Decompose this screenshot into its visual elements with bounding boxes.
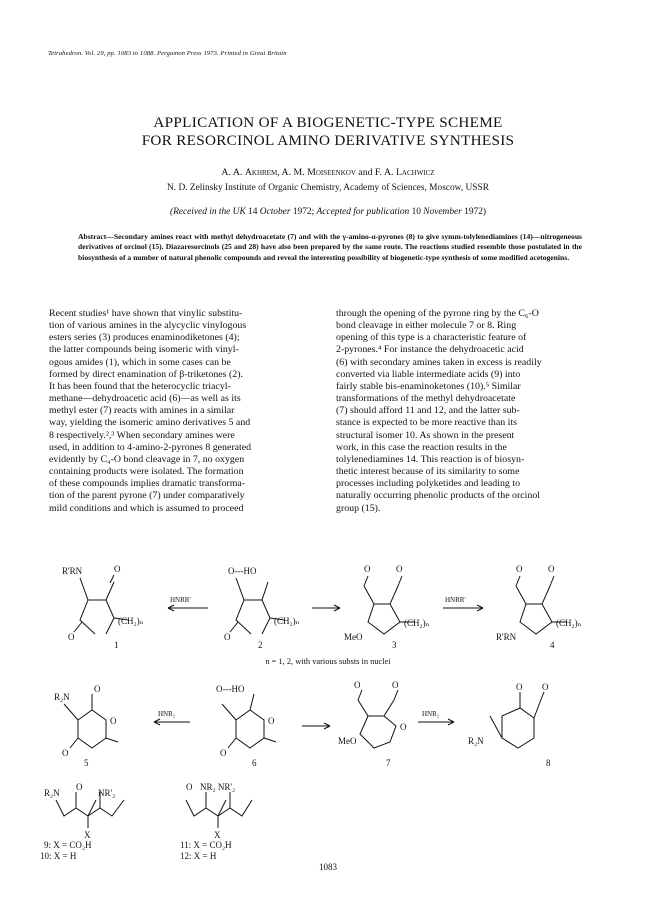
body-line: evidently by C₄-O bond cleavage in 7, no oxygen	[49, 453, 245, 465]
c8-oxygen-2: O	[542, 682, 549, 692]
received-line	[0, 207, 656, 217]
author-1-initials: A. A.	[221, 167, 245, 178]
author-1: Akhrem	[244, 167, 278, 178]
journal-header: Tetrahedron. Vol. 29, pp. 1083 to 1088. Pergamon Press 1973. Printed in Great Britain	[48, 50, 287, 57]
c6-oxygen-3: O	[220, 748, 227, 758]
compound-5-label: 5	[84, 758, 89, 768]
arrow-reagent-3: HNR₂	[158, 710, 176, 718]
c11-oxygen: O	[186, 782, 193, 792]
c5-oxygen-2: O	[110, 716, 117, 726]
author-sep-2: and F. A.	[355, 167, 396, 178]
arrow-reagent-2: HNRR'	[445, 596, 466, 604]
body-line: (6) with secondary amines taken in excess is readily	[336, 356, 542, 368]
c1-oxygen-2: O	[68, 632, 75, 642]
compound-7-label: 7	[386, 758, 391, 768]
arrow-reagent-1: HNRR'	[170, 596, 191, 604]
c7-oxygen-2: O	[392, 680, 399, 690]
scheme-1	[40, 560, 620, 655]
body-left-column	[49, 308, 315, 515]
scheme-2	[40, 676, 620, 771]
body-line: 8 respectively.²,³ When secondary amines were	[49, 429, 235, 441]
body-line: tion of the parent pyrone (7) under comparatively	[49, 490, 245, 502]
c1-substituent: R'RN	[62, 566, 83, 576]
body-line: way, yielding the isomeric amino derivatives 5 and	[49, 417, 251, 429]
body-line: naturally occurring phenolic products of the orcinol	[336, 490, 541, 502]
body-line: structural isomer 10. As shown in the present	[336, 429, 515, 441]
abstract	[78, 232, 582, 263]
compound-8-label: 8	[546, 758, 551, 768]
authors	[0, 167, 656, 178]
body-line: transformations of the methyl dehydroacetate	[336, 393, 516, 405]
arrow-reagent-4: HNR₂	[422, 710, 440, 718]
c4-substituent: R'RN	[496, 632, 517, 642]
body-line: formed by direct enamination of β-triketones (2).	[49, 368, 243, 380]
c7-oxygen-1: O	[354, 680, 361, 690]
body-line: containing products were isolated. The formation	[49, 466, 244, 478]
c11-x: X	[214, 830, 221, 840]
body-line: used, in addition to 4-amino-2-pyrones 8 generated	[49, 441, 252, 453]
body-line: processes including polyketides and leading to	[336, 478, 521, 490]
c11-substituents: NR₂ NR'₂	[200, 782, 236, 792]
abstract-text: —Secondary amines react with methyl dehydroacetate (7) and with the γ-amino-α-pyrones (8) to give symm-tolylenediamines (14)—nitrogeneous derivatives of orcinol (15). Diazaresorcinols (25 and 28) have also been prepared by the same route. The reactions studied resemble those postulated in the biosynthesis of a number of natural phenolic compounds and reveal the interesting possibility of biogenetic-type synthesis of some modified acetogenins.	[78, 232, 582, 262]
body-line: converted via liable intermediate acids (9) into	[336, 368, 521, 380]
page-number: 1083	[319, 862, 337, 872]
c5-oxygen-1: O	[94, 684, 101, 694]
compound-2-label: 2	[258, 640, 263, 650]
scheme-1-caption: n = 1, 2, with various substs in nuclei	[265, 657, 391, 666]
scheme-3	[40, 778, 290, 862]
compound-1-label: 1	[114, 640, 119, 650]
body-line: fairly stable bis-enaminoketones (10).⁵ Similar	[336, 380, 521, 392]
body-line: thetic interest because of its similarity to some	[336, 466, 520, 478]
c4-oxygen-1: O	[516, 564, 523, 574]
c7-methoxy: MeO	[338, 736, 357, 746]
c8-oxygen-1: O	[516, 682, 523, 692]
title-line-1: APPLICATION OF A BIOGENETIC-TYPE SCHEME	[153, 114, 503, 131]
c7-oxygen-3: O	[400, 722, 407, 732]
body-line: group (15).	[336, 502, 381, 514]
compound-10-label: 10: X = H	[40, 851, 77, 861]
body-line: methyl ester (7) reacts with amines in a similar	[49, 405, 235, 417]
body-line: work, in this case the reaction results in the	[336, 441, 507, 453]
c4-oxygen-2: O	[548, 564, 555, 574]
institution: N. D. Zelinsky Institute of Organic Chemistry, Academy of Sciences, Moscow, USSR	[166, 183, 489, 193]
body-line: methane—dehydroacetic acid (6)—as well as its	[49, 393, 241, 405]
received-month: October	[259, 207, 293, 217]
c6-oxygen-2: O	[268, 716, 275, 726]
c9-substituent-b: NR'₂	[98, 788, 116, 798]
author-2: Moiseenkov	[307, 167, 356, 178]
body-line: mild conditions and which is assumed to proceed	[49, 502, 244, 514]
received-close: 1972)	[461, 207, 487, 217]
body-line: 2-pyrones.⁴ For instance the dehydroacetic acid	[336, 344, 524, 356]
received-date: 14	[248, 207, 260, 217]
title-line-2: FOR RESORCINOL AMINO DERIVATIVE SYNTHESIS	[141, 132, 515, 149]
c2-oxygen: O	[224, 632, 231, 642]
c6-substituent: O---HO	[216, 684, 245, 694]
author-3: Lachwicz	[395, 167, 435, 178]
received-year: 1972;	[292, 207, 317, 217]
c1-oxygen: O	[114, 564, 121, 574]
abstract-label: Abstract	[78, 232, 107, 241]
compound-12-label: 12: X = H	[180, 851, 217, 861]
body-line: stance is expected to be more reactive than its	[336, 417, 517, 429]
body-line: It has been found that the heterocyclic triacyl-	[49, 380, 231, 392]
c9-x: X	[84, 830, 91, 840]
c2-substituent: O---HO	[228, 566, 257, 576]
body-line: opening of this type is a characteristic feature of	[336, 332, 527, 344]
author-sep-1: , A. M.	[277, 167, 308, 178]
accepted-date: 10	[411, 207, 424, 217]
c3-ring: (CH₂)ₙ	[404, 618, 430, 628]
c3-oxygen-2: O	[396, 564, 403, 574]
compound-3-label: 3	[392, 640, 397, 650]
c9-oxygen: O	[76, 782, 83, 792]
c4-ring: (CH₂)ₙ	[556, 618, 582, 628]
body-right-column	[336, 308, 607, 515]
body-line: of these compounds implies dramatic transforma-	[49, 478, 246, 490]
c9-substituent-a: R₂N	[44, 788, 60, 798]
compound-6-label: 6	[252, 758, 257, 768]
accepted-month: November	[423, 207, 462, 217]
body-line: esters series (3) produces enaminodiketones (4);	[49, 332, 240, 344]
body-line: tion of various amines in the alycyclic vinylogous	[49, 320, 247, 332]
body-line: tolylenediamines 14. This reaction is of biosyn-	[336, 453, 525, 465]
received-open: (Received in the UK	[169, 207, 249, 217]
c5-oxygen-3: O	[62, 748, 69, 758]
accepted-label: Accepted for publication	[316, 207, 412, 217]
c2-ring: (CH₂)ₙ	[274, 616, 300, 626]
compound-4-label: 4	[550, 640, 555, 650]
body-line: through the opening of the pyrone ring by the C₆-O	[336, 308, 539, 319]
c3-methoxy: MeO	[344, 632, 363, 642]
body-line: (7) should afford 11 and 12, and the latter sub-	[336, 405, 520, 417]
compound-11-label: 11: X = CO₂H	[180, 840, 232, 850]
body-line: bond cleavage in either molecule 7 or 8. Ring	[336, 320, 517, 332]
body-line: Recent studies¹ have shown that vinylic substitu-	[49, 308, 243, 319]
body-line: ogous amides (1), which in some cases can be	[49, 356, 231, 368]
c3-oxygen-1: O	[364, 564, 371, 574]
c8-substituent: R₂N	[468, 736, 484, 746]
body-line: the latter compounds being isomeric with vinyl-	[49, 344, 239, 356]
compound-9-label: 9: X = CO₂H	[44, 840, 92, 850]
c5-substituent: R₂N	[54, 692, 70, 702]
c1-ring: (CH₂)ₙ	[118, 616, 144, 626]
